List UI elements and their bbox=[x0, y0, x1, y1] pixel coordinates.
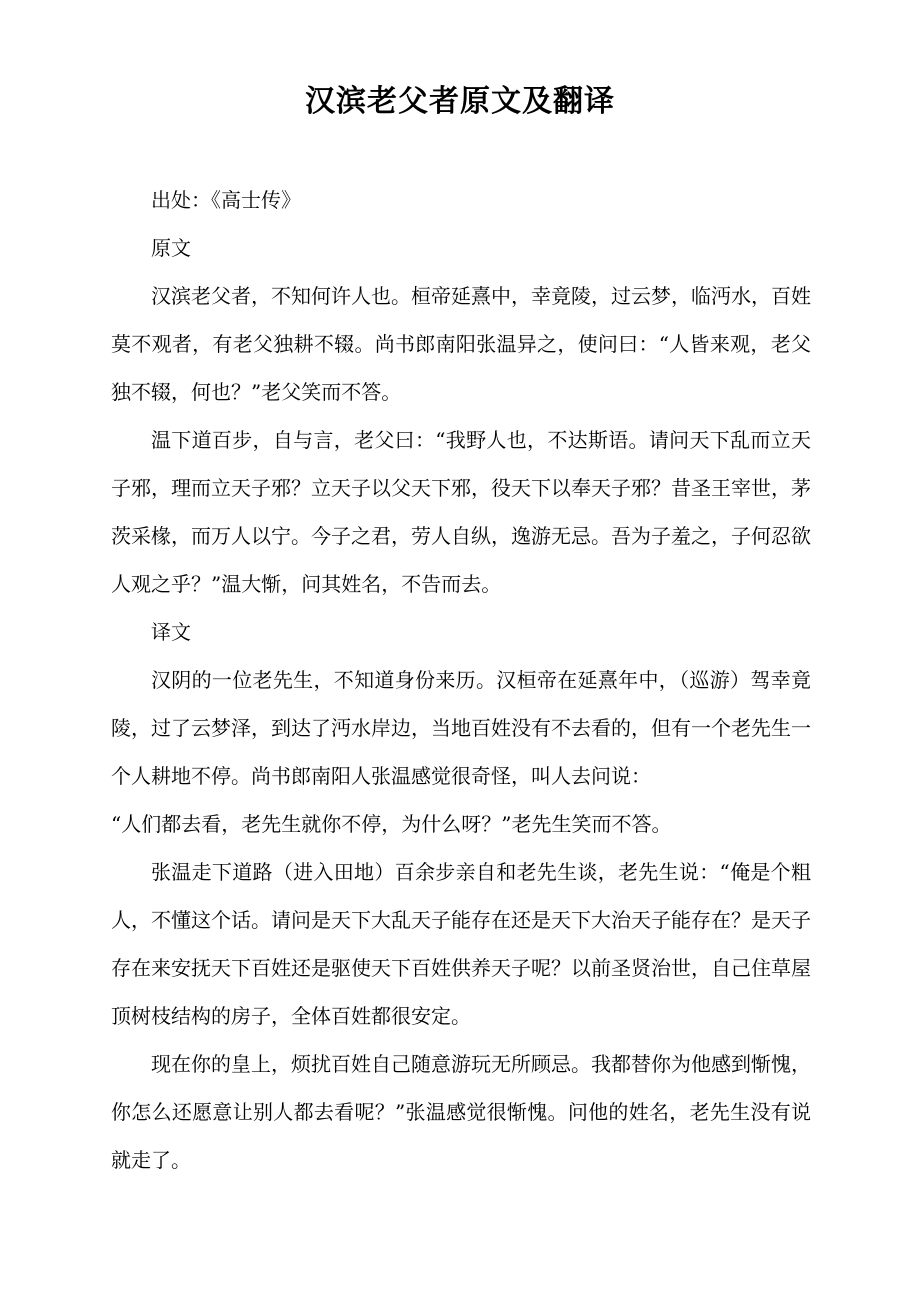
document-body bbox=[111, 176, 811, 1184]
translation-paragraph-3: 现在你的皇上，烦扰百姓自己随意游玩无所顾忌。我都替你为他感到惭愧，你怎么还愿意让别人都去看呢？”张温感觉很惭愧。问他的姓名，老先生没有说就走了。 bbox=[111, 1052, 811, 1172]
document-title: 汉滨老父者原文及翻译 bbox=[305, 84, 615, 119]
section-heading-translation: 译文 bbox=[151, 620, 191, 644]
translation-paragraph-1: 汉阴的一位老先生，不知道身份来历。汉桓帝在延熹年中，（巡游）驾幸竟陵，过了云梦泽，到达了沔水岸边，当地百姓没有不去看的，但有一个老先生一个人耕地不停。尚书郎南阳人张温感觉很奇怪，叫人去问说： bbox=[111, 668, 811, 788]
source-line: 出处：《高士传》 bbox=[151, 188, 301, 212]
section-heading-original: 原文 bbox=[151, 236, 191, 260]
original-paragraph-2: 温下道百步，自与言，老父曰：“我野人也，不达斯语。请问天下乱而立天子邪，理而立天子邪？立天子以父天下邪，役天下以奉天子邪？昔圣王宰世，茅茨采椽，而万人以宁。今子之君，劳人自纵，逸游无忌。吾为子羞之，子何忍欲人观之乎？”温大惭，问其姓名，不告而去。 bbox=[111, 428, 811, 596]
translation-paragraph-2: 张温走下道路（进入田地）百余步亲自和老先生谈，老先生说：“俺是个粗人，不懂这个话。请问是天下大乱天子能存在还是天下大治天子能存在？是天子存在来安抚天下百姓还是驱使天下百姓供养天子呢？以前圣贤治世，自己住草屋顶树枝结构的房子，全体百姓都很安定。 bbox=[111, 860, 811, 1028]
translation-paragraph-quote: “人们都去看，老先生就你不停，为什么呀？”老先生笑而不答。 bbox=[111, 812, 672, 836]
original-paragraph-1: 汉滨老父者，不知何许人也。桓帝延熹中，幸竟陵，过云梦，临沔水，百姓莫不观者，有老父独耕不辍。尚书郎南阳张温异之，使问曰：“人皆来观，老父独不辍，何也？”老父笑而不答。 bbox=[111, 284, 811, 404]
